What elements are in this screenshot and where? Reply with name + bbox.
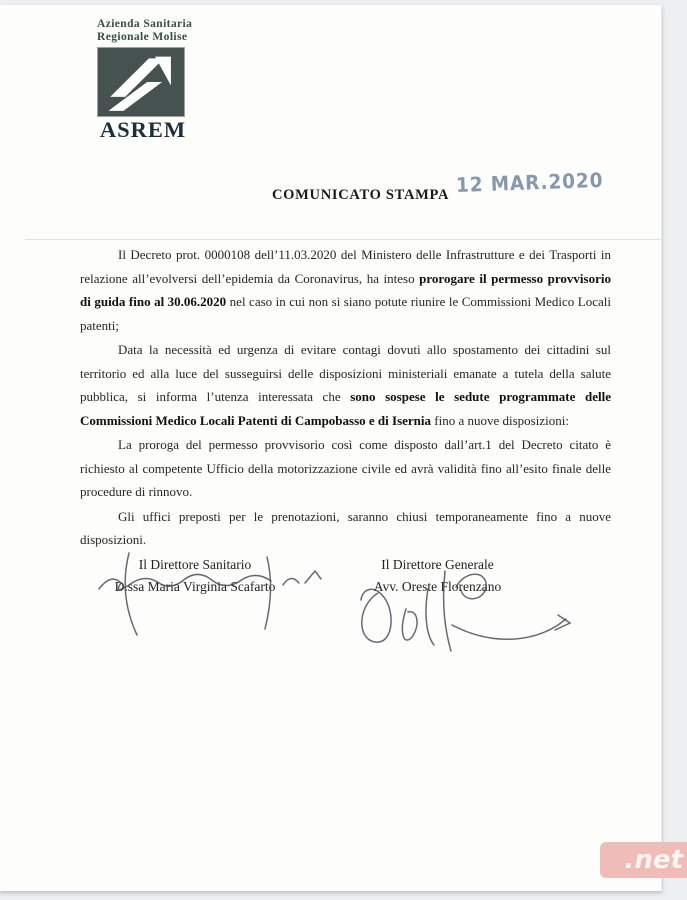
document-title: COMUNICATO STAMPA [272, 187, 450, 203]
handwritten-signature-left [85, 547, 335, 647]
signature-name-generale: Avv. Oreste Florenzano [373, 579, 502, 594]
logo-org-name [97, 18, 192, 44]
watermark-label: .net [624, 845, 683, 875]
net-watermark [600, 842, 687, 878]
handwritten-signature-right [348, 567, 583, 657]
date-stamp: 12 MAR.2020 [455, 167, 604, 197]
logo-org-line2: Regionale Molise [97, 31, 188, 43]
logo-org-line1: Azienda Sanitaria [97, 18, 193, 30]
body-paragraphs [80, 243, 611, 553]
signature-role-sanitario: Il Direttore Sanitario [138, 557, 252, 572]
paragraph: La proroga del permesso provvisorio così come disposto dall’art.1 del Decreto citato è richiesto al competente Ufficio della motorizzazione civile ed avrà validità fino all’esito finale delle procedure di rinnovo. [80, 437, 611, 499]
paragraph: Il Decreto prot. 0000108 dell’11.03.2020 del Ministero delle Infrastrutture e dei Trasporti in relazione all’evolversi dell’epidemia da Coronavirus, ha inteso prorogare il permesso provvisorio di guida fino al 30.06.2020 nel caso in cui non si siano potute riunire le Commissioni Medico Locali patenti; [80, 247, 611, 333]
asrem-logo-mark-icon [97, 47, 185, 117]
document-page [0, 5, 662, 891]
signature-role-generale: Il Direttore Generale [381, 557, 494, 572]
logo-acronym: ASREM [99, 117, 187, 142]
paragraph: Data la necessità ed urgenza di evitare contagi dovuti allo spostamento dei cittadini sul territorio ed alla luce del susseguirsi delle disposizioni ministeriali emanate a tutela della salute pubblica, si informa l’utenza interessata che sono sospese le sedute programmate delle Commissioni Medico Locali Patenti di Campobasso e di Isernia fino a nuove disposizioni: [80, 342, 611, 428]
paragraph: Gli uffici preposti per le prenotazioni, saranno chiusi temporaneamente fino a nuove disposizioni. [80, 508, 611, 547]
signature-name-sanitario: D.ssa Maria Virginia Scafarto [114, 579, 276, 594]
scan-fold-line [25, 239, 661, 240]
